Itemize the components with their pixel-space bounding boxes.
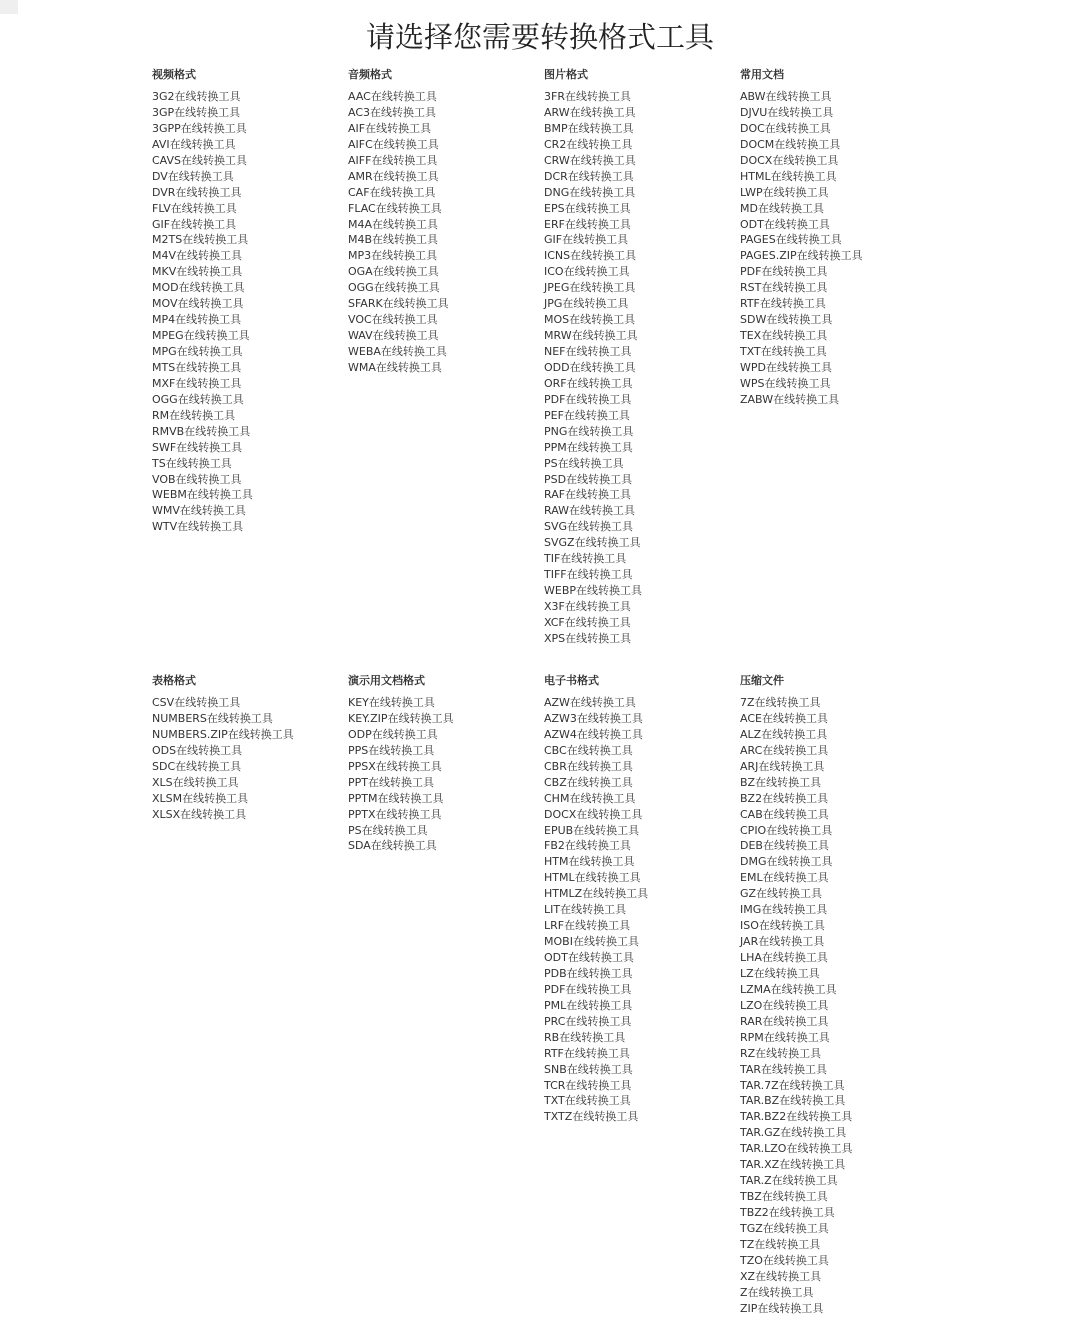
tool-link[interactable]: RZ在线转换工具 — [740, 1046, 822, 1060]
link-list-spreadsheet — [152, 695, 342, 823]
tool-link[interactable]: RAF在线转换工具 — [544, 488, 632, 502]
tool-link[interactable]: VOB在线转换工具 — [152, 472, 242, 486]
tool-link[interactable]: 3G2在线转换工具 — [152, 90, 241, 103]
tool-link[interactable]: PPTX在线转换工具 — [348, 807, 442, 821]
section-image — [544, 67, 734, 647]
tool-link[interactable]: NUMBERS.ZIP在线转换工具 — [152, 727, 294, 741]
tool-link[interactable]: GIF在线转换工具 — [152, 217, 237, 231]
tool-link[interactable]: M4A在线转换工具 — [348, 217, 439, 231]
tool-link[interactable]: WEBA在线转换工具 — [348, 345, 447, 358]
section-ebook — [544, 673, 734, 1125]
tool-link[interactable]: PPSX在线转换工具 — [348, 759, 442, 773]
tool-link[interactable]: SFARK在线转换工具 — [348, 297, 449, 311]
tool-link[interactable]: CRW在线转换工具 — [544, 153, 636, 167]
tool-link[interactable]: WPS在线转换工具 — [740, 376, 831, 390]
tool-link[interactable]: BZ2在线转换工具 — [740, 791, 829, 805]
tool-link[interactable]: CR2在线转换工具 — [544, 137, 633, 151]
tool-link[interactable]: LZMA在线转换工具 — [740, 982, 837, 996]
section-video — [152, 67, 342, 535]
tool-link[interactable]: DV在线转换工具 — [152, 169, 234, 183]
tool-link[interactable]: TEX在线转换工具 — [740, 329, 828, 343]
link-list-image — [544, 89, 734, 647]
tool-link[interactable]: OGA在线转换工具 — [348, 265, 439, 279]
tool-link[interactable]: RTF在线转换工具 — [740, 297, 826, 311]
tool-link[interactable]: HTML在线转换工具 — [740, 169, 837, 183]
tool-link[interactable]: ARW在线转换工具 — [544, 105, 636, 119]
tool-link[interactable]: DOCX在线转换工具 — [740, 153, 839, 167]
tool-link[interactable]: DOCM在线转换工具 — [740, 137, 841, 151]
section-heading-document: 常用文档 — [740, 68, 784, 81]
tool-link[interactable]: ODD在线转换工具 — [544, 360, 636, 374]
tool-link[interactable]: RM在线转换工具 — [152, 408, 236, 422]
tool-link[interactable]: MOS在线转换工具 — [544, 313, 636, 327]
tool-link[interactable]: MD在线转换工具 — [740, 201, 824, 215]
tool-link[interactable]: PSD在线转换工具 — [544, 472, 633, 486]
tool-link[interactable]: MPG在线转换工具 — [152, 345, 243, 358]
tool-link[interactable]: TXT在线转换工具 — [544, 1094, 631, 1108]
tool-link[interactable]: LHA在线转换工具 — [740, 951, 828, 964]
tool-link[interactable]: WEBP在线转换工具 — [544, 584, 643, 598]
section-heading-ebook: 电子书格式 — [544, 674, 599, 687]
tool-link[interactable]: DJVU在线转换工具 — [740, 105, 834, 119]
tool-link[interactable]: CSV在线转换工具 — [152, 696, 241, 709]
tool-link[interactable]: HTM在线转换工具 — [544, 855, 635, 869]
tool-link[interactable]: ORF在线转换工具 — [544, 376, 633, 390]
tool-link[interactable]: AIFF在线转换工具 — [348, 153, 438, 167]
tool-link[interactable]: VOC在线转换工具 — [348, 313, 438, 327]
tool-link[interactable]: HTML在线转换工具 — [544, 871, 641, 885]
tool-link[interactable]: CPIO在线转换工具 — [740, 823, 833, 837]
tool-link[interactable]: ALZ在线转换工具 — [740, 727, 828, 741]
tool-link[interactable]: AAC在线转换工具 — [348, 90, 437, 103]
tool-link[interactable]: TAR.BZ2在线转换工具 — [740, 1110, 853, 1124]
tool-link[interactable]: WPD在线转换工具 — [740, 360, 832, 374]
tool-link[interactable]: TIF在线转换工具 — [544, 552, 627, 566]
tool-link[interactable]: FB2在线转换工具 — [544, 839, 631, 853]
tool-link[interactable]: MOD在线转换工具 — [152, 281, 245, 295]
tool-link[interactable]: SWF在线转换工具 — [152, 440, 243, 454]
tool-link[interactable]: GZ在线转换工具 — [740, 887, 823, 901]
tool-link[interactable]: WMA在线转换工具 — [348, 360, 442, 374]
tool-link[interactable]: CAB在线转换工具 — [740, 807, 829, 821]
tool-link[interactable]: PML在线转换工具 — [544, 998, 633, 1012]
tool-link[interactable]: ODT在线转换工具 — [544, 951, 634, 964]
tool-link[interactable]: AVI在线转换工具 — [152, 137, 236, 151]
tool-link[interactable]: PDF在线转换工具 — [544, 982, 632, 996]
tool-link[interactable]: PS在线转换工具 — [348, 823, 428, 837]
tool-link[interactable]: JPEG在线转换工具 — [544, 281, 636, 295]
tool-link[interactable]: TS在线转换工具 — [152, 456, 232, 470]
tool-link[interactable]: Z在线转换工具 — [740, 1285, 814, 1299]
tool-link[interactable]: WEBM在线转换工具 — [152, 488, 253, 502]
link-list-audio — [348, 89, 538, 376]
link-list-document — [740, 89, 930, 408]
tool-link[interactable]: TBZ2在线转换工具 — [740, 1206, 835, 1219]
tool-link[interactable]: BMP在线转换工具 — [544, 121, 634, 135]
section-audio — [348, 67, 538, 376]
tool-link[interactable]: FLV在线转换工具 — [152, 201, 237, 215]
tool-link[interactable]: 7Z在线转换工具 — [740, 696, 821, 709]
tool-link[interactable]: LIT在线转换工具 — [544, 903, 627, 917]
tool-link[interactable]: CBZ在线转换工具 — [544, 775, 633, 789]
tool-link[interactable]: TAR.Z在线转换工具 — [740, 1174, 838, 1188]
tool-link[interactable]: ARJ在线转换工具 — [740, 759, 825, 773]
section-heading-spreadsheet: 表格格式 — [152, 674, 196, 687]
tool-link[interactable]: TCR在线转换工具 — [544, 1078, 632, 1092]
tool-link[interactable]: XPS在线转换工具 — [544, 631, 632, 645]
tool-link[interactable]: RAW在线转换工具 — [544, 504, 635, 518]
tool-link[interactable]: TXTZ在线转换工具 — [544, 1110, 639, 1124]
tool-link[interactable]: CBR在线转换工具 — [544, 759, 633, 773]
section-document — [740, 67, 930, 408]
tool-link[interactable]: TZ在线转换工具 — [740, 1237, 821, 1251]
tool-link[interactable]: KEY在线转换工具 — [348, 696, 435, 709]
tool-link[interactable]: OGG在线转换工具 — [152, 392, 244, 406]
tool-link[interactable]: LWP在线转换工具 — [740, 185, 829, 199]
tool-link[interactable]: TAR.XZ在线转换工具 — [740, 1158, 846, 1172]
tool-link[interactable]: BZ在线转换工具 — [740, 775, 822, 789]
tool-link[interactable]: M2TS在线转换工具 — [152, 233, 249, 247]
tool-link[interactable]: TAR在线转换工具 — [740, 1062, 828, 1076]
tool-link[interactable]: DVR在线转换工具 — [152, 185, 242, 199]
section-heading-image: 图片格式 — [544, 68, 588, 81]
tool-link[interactable]: PDB在线转换工具 — [544, 966, 633, 980]
tool-link[interactable]: CAF在线转换工具 — [348, 185, 436, 199]
tool-link[interactable]: SVGZ在线转换工具 — [544, 536, 641, 550]
tool-link[interactable]: ABW在线转换工具 — [740, 90, 832, 103]
section-heading-presentation: 演示用文档格式 — [348, 674, 425, 687]
tool-link[interactable]: MTS在线转换工具 — [152, 360, 242, 374]
tool-link[interactable]: ACE在线转换工具 — [740, 711, 828, 725]
tool-link[interactable]: MOBI在线转换工具 — [544, 935, 639, 949]
tool-link[interactable]: MP3在线转换工具 — [348, 249, 438, 263]
tool-link[interactable]: TBZ在线转换工具 — [740, 1190, 828, 1204]
tool-link[interactable]: ZABW在线转换工具 — [740, 392, 840, 406]
section-heading-video: 视频格式 — [152, 68, 196, 81]
tool-link[interactable]: PPTM在线转换工具 — [348, 791, 444, 805]
tool-link[interactable]: SNB在线转换工具 — [544, 1062, 633, 1076]
tool-link[interactable]: WMV在线转换工具 — [152, 504, 246, 518]
tool-link[interactable]: PPM在线转换工具 — [544, 440, 633, 454]
tool-link[interactable]: AZW4在线转换工具 — [544, 727, 643, 741]
tool-link[interactable]: RPM在线转换工具 — [740, 1030, 830, 1044]
tool-link[interactable]: ISO在线转换工具 — [740, 919, 825, 933]
tool-link[interactable]: MP4在线转换工具 — [152, 313, 242, 327]
tool-link[interactable]: SDA在线转换工具 — [348, 839, 437, 853]
tool-link[interactable]: TIFF在线转换工具 — [544, 568, 633, 582]
section-heading-audio: 音频格式 — [348, 68, 392, 81]
section-spreadsheet — [152, 673, 342, 823]
tool-link[interactable]: HTMLZ在线转换工具 — [544, 887, 649, 901]
tool-link[interactable]: RAR在线转换工具 — [740, 1014, 829, 1028]
tool-link[interactable]: PRC在线转换工具 — [544, 1014, 632, 1028]
tool-link[interactable]: XCF在线转换工具 — [544, 615, 631, 629]
tool-link[interactable]: LZ在线转换工具 — [740, 966, 820, 980]
tool-link[interactable]: PNG在线转换工具 — [544, 424, 634, 438]
tool-link[interactable]: LRF在线转换工具 — [544, 919, 631, 933]
tool-link[interactable]: MPEG在线转换工具 — [152, 329, 250, 343]
tool-link[interactable]: TXT在线转换工具 — [740, 345, 827, 358]
tool-link[interactable]: MRW在线转换工具 — [544, 329, 638, 343]
tool-link[interactable]: DCR在线转换工具 — [544, 169, 634, 183]
tool-link[interactable]: SDW在线转换工具 — [740, 313, 833, 327]
tool-link[interactable]: MXF在线转换工具 — [152, 376, 242, 390]
tool-link[interactable]: TAR.GZ在线转换工具 — [740, 1126, 847, 1140]
tool-link[interactable]: JPG在线转换工具 — [544, 297, 629, 311]
tool-link[interactable]: CAVS在线转换工具 — [152, 153, 248, 167]
tool-link[interactable]: ARC在线转换工具 — [740, 743, 829, 757]
tool-link[interactable]: SVG在线转换工具 — [544, 520, 634, 534]
tool-link[interactable]: 3GP在线转换工具 — [152, 105, 241, 119]
section-presentation — [348, 673, 538, 854]
tool-link[interactable]: DEB在线转换工具 — [740, 839, 829, 853]
tool-link[interactable]: EPS在线转换工具 — [544, 201, 631, 215]
tool-link[interactable]: SDC在线转换工具 — [152, 759, 242, 773]
corner-mark — [0, 0, 18, 14]
tool-link[interactable]: RMVB在线转换工具 — [152, 424, 251, 438]
tool-link[interactable]: TAR.LZO在线转换工具 — [740, 1142, 853, 1156]
tool-link[interactable]: DMG在线转换工具 — [740, 855, 833, 869]
tool-link[interactable]: PDF在线转换工具 — [544, 392, 632, 406]
tool-link[interactable]: AMR在线转换工具 — [348, 169, 439, 183]
tool-link[interactable]: M4B在线转换工具 — [348, 233, 439, 247]
tool-link[interactable]: DOCX在线转换工具 — [544, 807, 643, 821]
tool-link[interactable]: TZO在线转换工具 — [740, 1253, 829, 1267]
tool-link[interactable]: NUMBERS在线转换工具 — [152, 711, 273, 725]
link-list-video — [152, 89, 342, 535]
tool-link[interactable]: OGG在线转换工具 — [348, 281, 440, 295]
tool-link[interactable]: ERF在线转换工具 — [544, 217, 631, 231]
tool-link[interactable]: RB在线转换工具 — [544, 1030, 626, 1044]
tool-link[interactable]: ODT在线转换工具 — [740, 217, 830, 231]
section-archive — [740, 673, 930, 1317]
tool-link[interactable]: XLSM在线转换工具 — [152, 791, 249, 805]
tool-link[interactable]: XLSX在线转换工具 — [152, 807, 247, 821]
tool-link[interactable]: PAGES.ZIP在线转换工具 — [740, 249, 863, 263]
tool-link[interactable]: EML在线转换工具 — [740, 871, 829, 885]
tool-link[interactable]: CBC在线转换工具 — [544, 743, 633, 757]
tool-link[interactable]: EPUB在线转换工具 — [544, 823, 640, 837]
link-list-ebook — [544, 695, 734, 1125]
tool-link[interactable]: IMG在线转换工具 — [740, 903, 828, 917]
tool-link[interactable]: ZIP在线转换工具 — [740, 1301, 824, 1315]
tool-link[interactable]: AIFC在线转换工具 — [348, 137, 439, 151]
tool-link[interactable]: JAR在线转换工具 — [740, 935, 825, 949]
tool-link[interactable]: XZ在线转换工具 — [740, 1269, 822, 1283]
tool-link[interactable]: LZO在线转换工具 — [740, 998, 829, 1012]
tool-link[interactable]: AC3在线转换工具 — [348, 105, 437, 119]
tool-link[interactable]: TGZ在线转换工具 — [740, 1221, 829, 1235]
tool-link[interactable]: PAGES在线转换工具 — [740, 233, 842, 247]
tool-link[interactable]: WTV在线转换工具 — [152, 520, 244, 534]
tool-link[interactable]: ICNS在线转换工具 — [544, 249, 637, 263]
tool-link[interactable]: RST在线转换工具 — [740, 281, 828, 295]
tool-link[interactable]: X3F在线转换工具 — [544, 600, 631, 613]
section-heading-archive: 压缩文件 — [740, 674, 784, 687]
tool-link[interactable]: RTF在线转换工具 — [544, 1046, 630, 1060]
link-list-presentation — [348, 695, 538, 854]
tool-link[interactable]: 3GPP在线转换工具 — [152, 121, 247, 135]
tool-link[interactable]: ICO在线转换工具 — [544, 265, 630, 279]
tool-link[interactable]: ODS在线转换工具 — [152, 743, 243, 757]
tool-link[interactable]: PDF在线转换工具 — [740, 265, 828, 279]
tool-link[interactable]: MOV在线转换工具 — [152, 297, 244, 311]
tool-link[interactable]: DNG在线转换工具 — [544, 185, 636, 199]
link-list-archive — [740, 695, 930, 1317]
page-title: 请选择您需要转换格式工具 — [365, 20, 714, 55]
tool-link[interactable]: XLS在线转换工具 — [152, 775, 239, 789]
tool-link[interactable]: AZW在线转换工具 — [544, 696, 636, 709]
tool-link[interactable]: PPS在线转换工具 — [348, 743, 435, 757]
tool-link[interactable]: FLAC在线转换工具 — [348, 201, 442, 215]
tool-link[interactable]: MKV在线转换工具 — [152, 265, 243, 279]
tool-link[interactable]: 3FR在线转换工具 — [544, 90, 631, 103]
tool-link[interactable]: AIF在线转换工具 — [348, 121, 432, 135]
tool-link[interactable]: M4V在线转换工具 — [152, 249, 243, 263]
tool-link[interactable]: NEF在线转换工具 — [544, 345, 632, 358]
tool-link[interactable]: GIF在线转换工具 — [544, 233, 629, 247]
tool-link[interactable]: DOC在线转换工具 — [740, 121, 831, 135]
tool-link[interactable]: PEF在线转换工具 — [544, 408, 630, 422]
tool-link[interactable]: WAV在线转换工具 — [348, 329, 439, 343]
tool-link[interactable]: PS在线转换工具 — [544, 456, 624, 470]
tool-link[interactable]: TAR.BZ在线转换工具 — [740, 1094, 846, 1108]
tool-link[interactable]: ODP在线转换工具 — [348, 727, 438, 741]
tool-link[interactable]: TAR.7Z在线转换工具 — [740, 1078, 845, 1092]
tool-link[interactable]: AZW3在线转换工具 — [544, 711, 643, 725]
tool-link[interactable]: PPT在线转换工具 — [348, 775, 434, 789]
tool-link[interactable]: CHM在线转换工具 — [544, 791, 636, 805]
tool-link[interactable]: KEY.ZIP在线转换工具 — [348, 711, 454, 725]
